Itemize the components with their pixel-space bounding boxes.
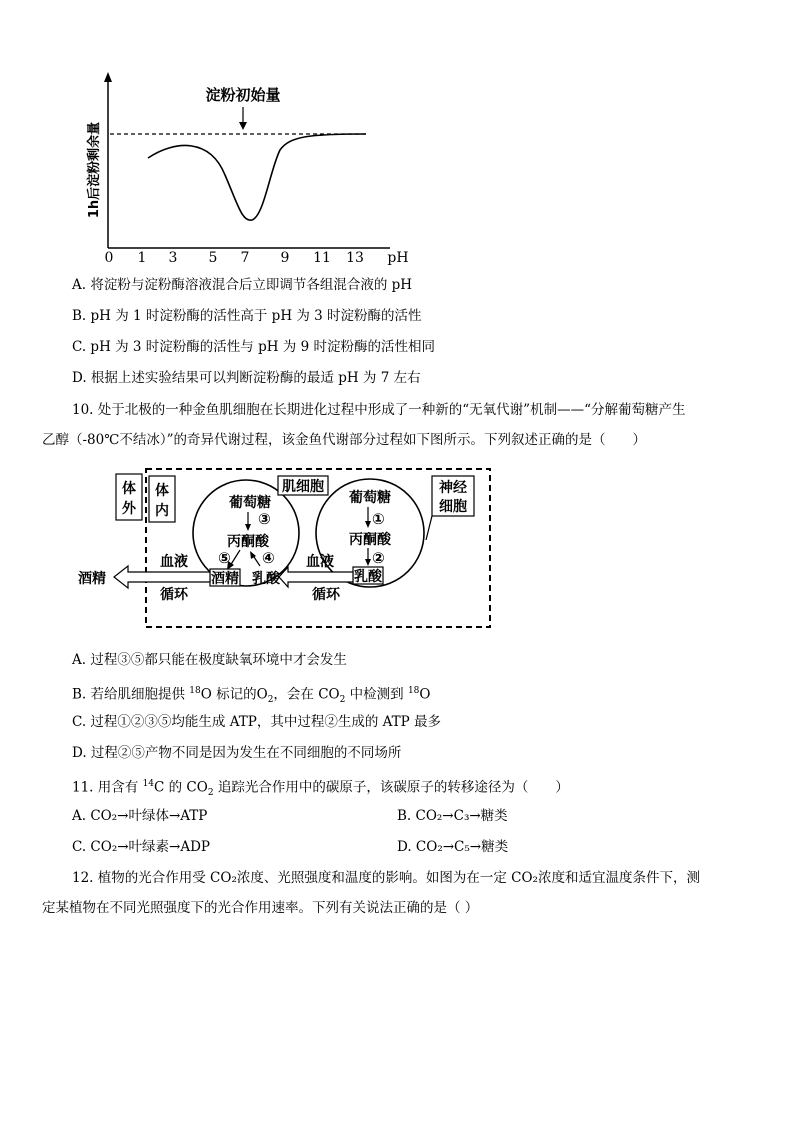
glucose-left: 葡萄糖 [229,495,271,511]
q10-stem-line2: 乙醇（-80℃不结冰）”的奇异代谢过程，该金鱼代谢部分过程如下图所示。下列叙述正确的是（ ） [42,432,646,448]
q10-option-b: B. 若给肌细胞提供 $^{18}$O 标记的$O_2$，会在 $CO_2$ 中检测到 $^{18}$O [72,686,431,706]
outside-label-1: 体 [122,481,136,497]
ethanol-label: 酒精 [211,571,239,587]
q12-stem-line1: 12. 植物的光合作用受 CO₂浓度、光照强度和温度的影响。如图为在一定 CO₂浓度和适宜温度条件下，测 [72,870,700,886]
x-tick: 11 [313,250,331,265]
step-2: ② [372,549,385,567]
q9-option-d: D. 根据上述实验结果可以判断淀粉酶的最适 pH 为 7 左右 [72,370,421,386]
nerve-cell-label-2: 细胞 [439,499,467,515]
arrow-head [239,122,247,130]
blood-2: 血液 [306,554,334,570]
inside-label-2: 内 [155,503,169,519]
blood-1: 血液 [160,554,188,570]
q11-option-a: A. CO₂→叶绿体→ATP [72,808,208,824]
x-tick: 0 [104,250,114,265]
x-tick: 5 [208,250,218,265]
muscle-cell-label: 肌细胞 [282,479,324,495]
q11-option-b: B. CO₂→C₃→糖类 [397,808,508,824]
x-tick: 3 [168,250,178,265]
outside-label-2: 外 [122,501,136,517]
inside-label-1: 体 [155,483,169,499]
y-axis-arrow [104,72,112,82]
q9-option-b: B. pH 为 1 时淀粉酶的活性高于 pH 为 3 时淀粉酶的活性 [72,308,422,324]
q10-option-a: A. 过程③⑤都只能在极度缺氧环境中才会发生 [72,652,347,668]
x-tick: 7 [240,250,250,265]
x-axis-label: pH [387,250,409,265]
glucose-right: 葡萄糖 [349,490,391,506]
ethanol-out-label: 酒精 [78,571,106,587]
starch-ph-chart [80,70,420,265]
pyruvate-left: 丙酮酸 [227,534,269,550]
circulation-arrow-2 [279,567,353,587]
circulation-2: 循环 [312,587,340,603]
q10-option-d: D. 过程②⑤产物不同是因为发生在不同细胞的不同场所 [72,745,402,761]
nerve-cell-label-1: 神经 [439,480,467,496]
step-3: ③ [258,510,271,528]
step-4: ④ [262,549,275,567]
q9-option-c: C. pH 为 3 时淀粉酶的活性与 pH 为 9 时淀粉酶的活性相同 [72,339,435,355]
q12-stem-line2: 定某植物在不同光照强度下的光合作用速率。下列有关说法正确的是（ ） [42,900,479,916]
q10-option-c: C. 过程①②③⑤均能生成 ATP，其中过程②生成的 ATP 最多 [72,714,442,730]
step-5: ⑤ [218,549,231,567]
arrow-label: 淀粉初始量 [205,86,281,104]
q11-option-c: C. CO₂→叶绿素→ADP [72,839,211,855]
step-1: ① [372,510,385,528]
y-axis-label: 1h后淀粉剩余量 [87,121,102,219]
x-tick: 13 [346,250,364,265]
lactate-left: 乳酸 [252,571,280,587]
nerve-pointer [426,516,432,540]
metabolism-diagram [70,462,500,634]
q10-stem-line1: 10. 处于北极的一种金鱼肌细胞在长期进化过程中形成了一种新的“无氧代谢”机制——“分解葡萄糖产生 [72,402,686,418]
curve [148,134,366,220]
pyruvate-right: 丙酮酸 [349,532,391,548]
q9-option-a: A. 将淀粉与淀粉酶溶液混合后立即调节各组混合液的 pH [72,277,413,293]
x-tick: 9 [280,250,290,265]
q11-stem: 11. 用含有 $^{14}$C 的 $CO_2$ 追踪光合作用中的碳原子，该碳原子的转移途径为（ ） [72,779,569,799]
x-tick: 1 [137,250,147,265]
circulation-1: 循环 [160,587,188,603]
lactate-right: 乳酸 [354,569,382,585]
q11-option-d: D. CO₂→C₅→糖类 [397,839,509,855]
